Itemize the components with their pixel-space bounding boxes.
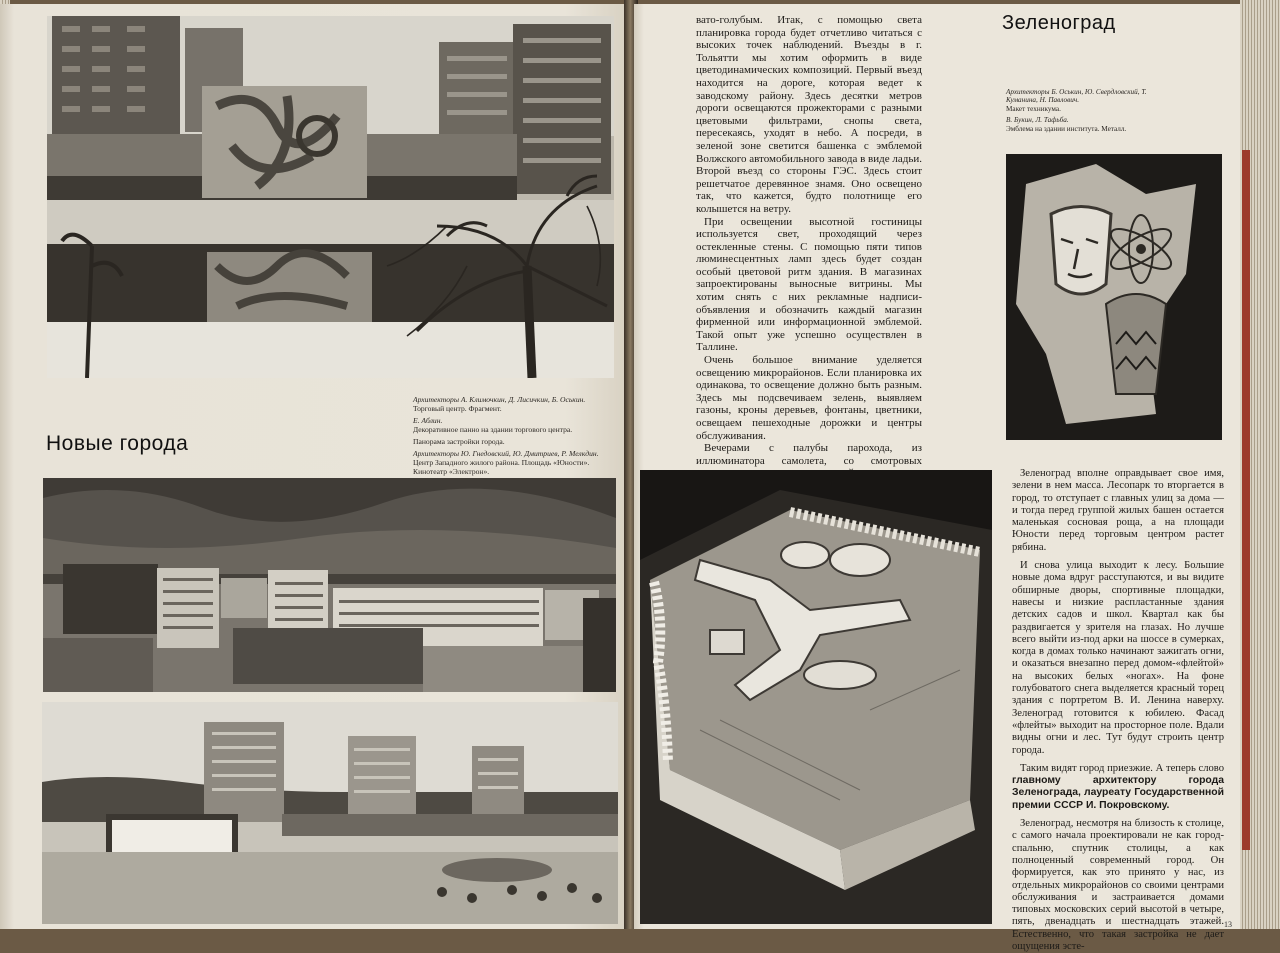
caption-title: Макет техникума. [1006, 104, 1061, 113]
paragraph-intro [1012, 763, 1224, 812]
article-heading-zelenograd: Зеленоград [1002, 12, 1116, 34]
page-number: 13 [1224, 920, 1232, 929]
right-page [634, 4, 1246, 952]
caption-shopping-center [413, 395, 623, 479]
caption-title: Эмблема на здании института. Металл. [1006, 124, 1127, 133]
paragraph: Очень большое внимание уделяется освещению микрорайонов. Если планировка их одинакова, то освещение должно быть разным. Здесь мы подсвечиваем зелень, выявляем газоны, кроны деревьев, фонтаны, цветники, освещаем пешеходные дорожки и центры обслуживания. [696, 354, 922, 442]
caption-title: Торговый центр. Фрагмент. [413, 404, 502, 413]
article-column-tolyatti [696, 14, 922, 505]
paragraph: При освещении высотной гостиницы используется свет, проходящий через остекленные стены. С помощью пяти типов люминесцентных ламп здесь будет создан особый цветовой ритм здания. В магазинах запроектированы выносные витрины. Мы хотим снять с них рекламные надписи-объявления и обозначить каждый магазин фирменной или информационной эмблемой. Такой опыт уже успешно осуществлен в Таллине. [696, 215, 922, 354]
caption-title: Центр Западного жилого района. Площадь «Юности». Кинотеатр «Электрон». [413, 458, 590, 476]
bookmark-edge [1242, 150, 1250, 850]
intro-text: Таким видят город приезжие. А теперь слово [1020, 762, 1224, 774]
caption-title: Декоративное панно на здании торгового центра. [413, 425, 573, 434]
caption-model-emblem [1006, 88, 1156, 136]
caption-author: Архитекторы Б. Оськин, Ю. Свердловский, Т. Куманина, Н. Павлович. [1006, 88, 1147, 105]
caption-author: В. Букин, Л. Тафьба. [1006, 116, 1069, 125]
paragraph: Зеленоград, несмотря на близость к столице, с самого начала проектировали не как город-спальню, спутник столицы, а как полноценный современный город. Он формируется, как это принято у нас, из отдельных микрорайонов со своими центрами обслуживания и застраивается домами типовых московских серий высотой в четыре, пять, двенадцать и шестнадцать этажей. Естественно, что такая застройка не дает ощущения эсте- [1012, 818, 1224, 952]
intro-bold-text: главному архитектору города Зеленограда, лауреату Государственной премии СССР И. Покровскому. [1012, 775, 1224, 811]
caption-author: Архитекторы А. Климочкин, Д. Лисичкин, Б. Оськин. [413, 395, 586, 404]
caption-author: Архитекторы Ю. Гнедовский, Ю. Дмитриев, Р. Мелкдин. [413, 449, 599, 458]
photo-shopping-center [47, 16, 614, 378]
left-page [0, 4, 628, 929]
caption-title: Панорама застройки города. [413, 437, 505, 446]
photo-institute-emblem [1006, 154, 1222, 440]
photo-city-panorama [43, 478, 616, 692]
photo-youth-square [42, 702, 618, 924]
paragraph: И снова улица выходит к лесу. Большие новые дома вдруг расступаются, и вы видите обширные дворы, спортивные площадки, навесы и низкие распластанные здания детских садов и школ. Квартал как бы раздвигается у зрителя на глазах. Но лучше всего выйти из-под арки на шоссе в сумерках, когда в домах только начинают зажигать огни, и оказаться внезапно перед домом-«флейтой» на высоких белых «ногах». На фоне голубоватого снега выделяется красный торец здания с портретом В. И. Ленина наверху. Зеленоград готовится к юбилею. Фасад «флейты» выходит на просторное поле. Вдали видны огни и лес. Тут будут строить центр города. [1012, 560, 1224, 756]
caption-author: Е. Аблин. [413, 416, 443, 425]
photo-technical-school-model [640, 470, 992, 924]
paragraph: вато-голубым. Итак, с помощью света планировка города будет отчетливо читаться с высоких точек наблюдений. Въезды в г. Тольятти мы хотим оформить в виде цветодинамических композиций. Первый въезд находится на дороге, которая ведет к заводскому району. Здесь десятки метров дороги освещаются прожекторами с разными цветовыми фильтрами, снопы света, пересекаясь, уходят в небо. А посреди, в зеленой зоне светится башенка с эмблемой Волжского автомобильного завода в виде ладьи. Второй въезд со стороны ГЭС. Здесь стоит решетчатое деревянное знамя. Оно освещено так, что кажется, будто полотнище его колышется на ветру. [696, 14, 922, 215]
section-heading: Новые города [46, 432, 189, 455]
article-column-zelenograd [1012, 468, 1224, 953]
paragraph: Вечерами с палубы парохода, из иллюминатора самолета, со смотровых [696, 442, 922, 467]
paragraph: Зеленоград вполне оправдывает свое имя, зелени в нем масса. Лесопарк то вторгается в город, то отступает с главных улиц за дома — и тогда перед группой жилых башен остается маленькая сосновая роща, а на площади Юности перед торговым центром растет рябина. [1012, 468, 1224, 553]
